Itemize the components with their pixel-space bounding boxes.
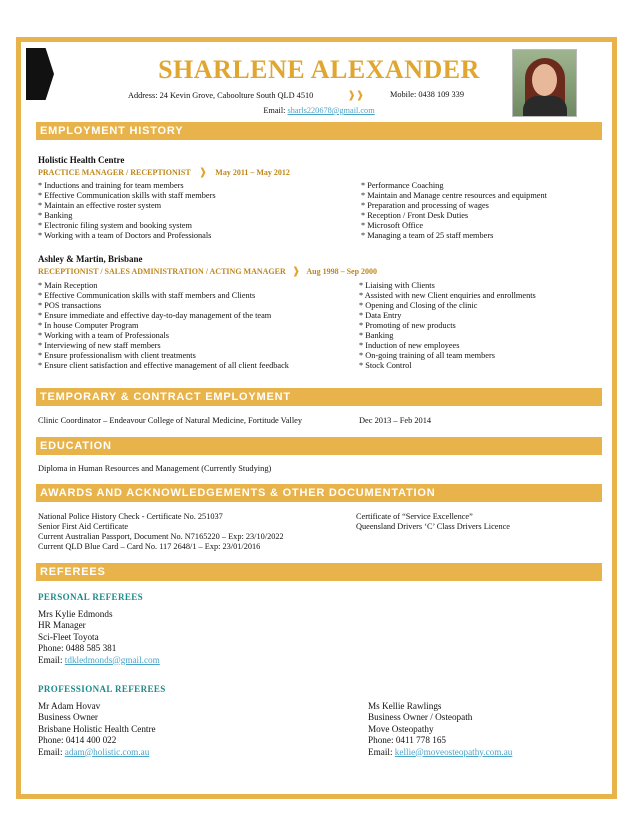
section-employment-history: EMPLOYMENT HISTORY <box>36 122 602 140</box>
job2-duties-right <box>359 281 536 371</box>
email-link[interactable]: sharls220678@gmail.com <box>287 106 375 115</box>
referee-email-row <box>368 747 512 758</box>
referee-email-link[interactable]: tdkledmonds@gmail.com <box>64 654 160 665</box>
list-item: * Effective Communication skills with staff members and Clients <box>38 291 256 300</box>
professional-referee-2 <box>368 701 512 758</box>
chevron-right-icon: ❱ <box>198 167 208 178</box>
list-item: * Promoting of new products <box>359 321 456 330</box>
list-item: * Main Reception <box>38 281 98 290</box>
list-item: * Data Entry <box>359 311 402 320</box>
list-item: * Ensure immediate and effective day-to-day management of the team <box>38 311 272 320</box>
section-referees: REFEREES <box>36 563 602 581</box>
chevron-right-icon: ❱ <box>291 266 301 277</box>
referee-title: Business Owner <box>38 712 98 723</box>
list-item: Senior First Aid Certificate <box>38 522 129 531</box>
education-item: Diploma in Human Resources and Management (Currently Studying) <box>38 464 272 473</box>
list-item: * Interviewing of new staff members <box>38 341 161 350</box>
job2-dates: Aug 1998 – Sep 2000 <box>306 267 378 276</box>
temp-dates: Dec 2013 – Feb 2014 <box>359 416 432 425</box>
list-item: * Assisted with new Client enquiries and enrollments <box>359 291 536 300</box>
list-item: * In house Computer Program <box>38 321 139 330</box>
list-item: * Reception / Front Desk Duties <box>361 211 469 220</box>
list-item: * Preparation and processing of wages <box>361 201 489 210</box>
referee-title: HR Manager <box>38 620 86 631</box>
personal-referees-heading: PERSONAL REFEREES <box>38 592 144 602</box>
list-item: Queensland Drivers ‘C’ Class Drivers Licence <box>356 522 510 531</box>
list-item: * Effective Communication skills with staff members <box>38 191 216 200</box>
job2-role-line <box>38 266 377 277</box>
job1-role-line <box>38 167 290 178</box>
list-item: * Maintain and Manage centre resources and equipment <box>361 191 547 200</box>
address-line <box>128 90 364 101</box>
job1-role: PRACTICE MANAGER / RECEPTIONIST <box>38 168 191 177</box>
referee-company: Move Osteopathy <box>368 723 434 734</box>
list-item: * Working with a team of Doctors and Professionals <box>38 231 212 240</box>
section-temporary-contract: TEMPORARY & CONTRACT EMPLOYMENT <box>36 388 602 406</box>
professional-referees-heading: PROFESSIONAL REFEREES <box>38 684 166 694</box>
list-item: * Ensure professionalism with client treatments <box>38 351 196 360</box>
referee-phone: Phone: 0411 778 165 <box>368 735 447 746</box>
list-item: Certificate of “Service Excellence” <box>356 512 473 521</box>
email-label: Email: <box>263 106 286 115</box>
list-item: National Police History Check - Certificate No. 251037 <box>38 512 223 521</box>
personal-referee <box>38 609 160 666</box>
list-item: * On-going training of all team members <box>359 351 495 360</box>
section-education: EDUCATION <box>36 437 602 455</box>
address: Address: 24 Kevin Grove, Caboolture South QLD 4510 <box>128 91 314 100</box>
chevron-right-icon: ❱❱ <box>347 90 365 101</box>
list-item: * Electronic filing system and booking system <box>38 221 192 230</box>
mobile-number: Mobile: 0438 109 339 <box>390 90 464 99</box>
referee-email-row <box>38 655 160 666</box>
referee-name: Mr Adam Hovav <box>38 701 101 711</box>
referee-name: Ms Kellie Rawlings <box>368 701 442 711</box>
job2-company: Ashley & Martin, Brisbane <box>38 254 143 264</box>
job2-duties-left <box>38 281 289 371</box>
job1-duties-right <box>361 181 547 241</box>
awards-right <box>356 512 510 532</box>
list-item: * Managing a team of 25 staff members <box>361 231 494 240</box>
list-item: * Banking <box>359 331 394 340</box>
referee-email-link[interactable]: kellie@moveosteopathy.com.au <box>394 746 513 757</box>
referee-phone: Phone: 0488 585 381 <box>38 643 117 654</box>
list-item: * Stock Control <box>359 361 412 370</box>
list-item: * Opening and Closing of the clinic <box>359 301 478 310</box>
referee-company: Brisbane Holistic Health Centre <box>38 723 156 734</box>
list-item: * Ensure client satisfaction and effective management of all client feedback <box>38 361 289 370</box>
referee-title: Business Owner / Osteopath <box>368 712 473 723</box>
referee-name: Mrs Kylie Edmonds <box>38 609 113 619</box>
referee-company: Sci-Fleet Toyota <box>38 631 99 642</box>
list-item: * Liaising with Clients <box>359 281 435 290</box>
list-item: * Performance Coaching <box>361 181 444 190</box>
profile-photo <box>512 49 577 117</box>
job2-role: RECEPTIONIST / SALES ADMINISTRATION / ACTING MANAGER <box>38 267 286 276</box>
list-item: Current Australian Passport, Document No. N7165220 – Exp: 23/10/2022 <box>38 532 284 541</box>
job1-duties-left <box>38 181 216 241</box>
referee-phone: Phone: 0414 400 022 <box>38 735 117 746</box>
list-item: Current QLD Blue Card – Card No. 117 2648/1 – Exp: 23/01/2016 <box>38 542 261 551</box>
job1-dates: May 2011 – May 2012 <box>215 168 290 177</box>
section-awards: AWARDS AND ACKNOWLEDGEMENTS & OTHER DOCUMENTATION <box>36 484 602 502</box>
list-item: * Microsoft Office <box>361 221 424 230</box>
list-item: * Banking <box>38 211 73 220</box>
awards-left <box>38 512 284 552</box>
professional-referee-1 <box>38 701 156 758</box>
job1-company: Holistic Health Centre <box>38 155 125 165</box>
list-item: * Induction of new employees <box>359 341 460 350</box>
email-label: Email: <box>368 746 393 757</box>
referee-email-link[interactable]: adam@holistic.com.au <box>64 746 150 757</box>
list-item: * Inductions and training for team members <box>38 181 184 190</box>
list-item: * POS transactions <box>38 301 102 310</box>
email-label: Email: <box>38 654 63 665</box>
list-item: * Working with a team of Professionals <box>38 331 169 340</box>
list-item: * Maintain an effective roster system <box>38 201 162 210</box>
email-label: Email: <box>38 746 63 757</box>
referee-email-row <box>38 747 156 758</box>
candidate-name: SHARLENE ALEXANDER <box>158 55 480 84</box>
temp-role: Clinic Coordinator – Endeavour College of Natural Medicine, Fortitude Valley <box>38 416 303 425</box>
